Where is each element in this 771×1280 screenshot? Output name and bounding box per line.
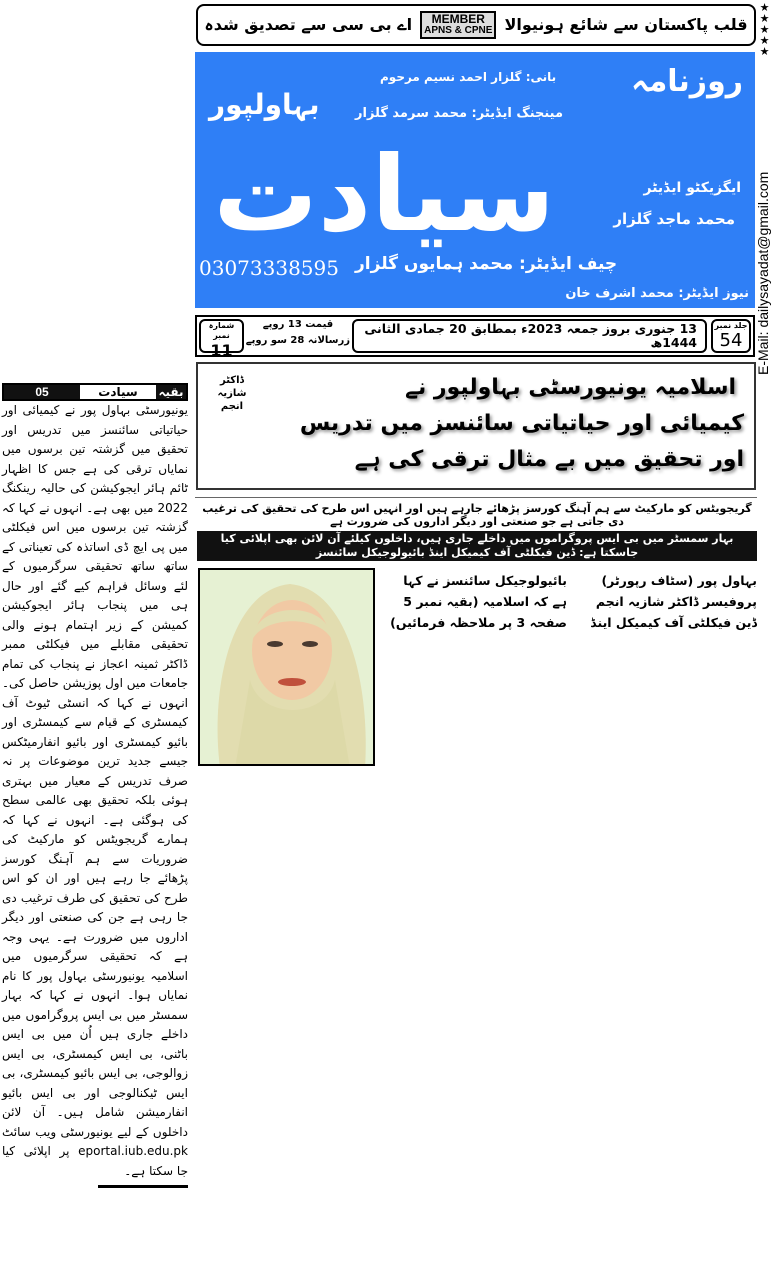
body-line: دی جا رہی ہے جن کی صنعتی اور دیگر	[2, 890, 188, 924]
body-line: کیا جا سکتا ہے۔	[2, 1144, 188, 1178]
city-label: بہاولپور	[209, 88, 320, 121]
body-line: eportal.iub.edu.pk پر اپلائی	[23, 1144, 188, 1158]
banner-left-text: اے بی سی سے تصدیق شدہ	[204, 15, 413, 35]
member-line1: MEMBER	[431, 12, 485, 26]
body-line: اداروں میں ضرورت ہے۔ یہی وجہ ہے	[2, 929, 188, 963]
body-line: بہاول پور کا نام نمایاں ہوا۔ انہوں نے کہا	[2, 968, 188, 1002]
body-line: میں داخلے جاری ہیں اُن میں بی ایس	[2, 1007, 188, 1041]
body-line: ہیں۔ آن لائن داخلوں کے لیے یونیورسٹی	[2, 1105, 188, 1139]
chief-editor: چیف ایڈیٹر: محمد ہمایوں گلزار	[355, 254, 618, 274]
body-line: ساتھ ساتھ تحقیقی سرگرمیوں کے لئے	[2, 559, 188, 593]
email-address: E-Mail: dailysayadat@gmail.com	[755, 171, 771, 375]
article-lede	[385, 570, 757, 633]
portrait-photo	[198, 568, 375, 766]
body-line: انہوں نے کہا کہ انسٹی ٹیوٹ آف کیمسٹری	[2, 695, 188, 729]
body-line: ان کو اس طرح کی تحقیق کی طرف ترغیب	[2, 871, 188, 905]
column-end-rule	[98, 1185, 188, 1188]
news-editor: نیوز ایڈیٹر: محمد اشرف خان	[565, 286, 749, 301]
lede-column-right: بہاول پور (سٹاف رپورٹر) پروفیسر ڈاکٹر شازیہ انجم ڈین فیکلٹی آف کیمیکل اینڈ	[590, 573, 757, 630]
subheadline-2: بہار سمسٹر میں بی ایس پروگراموں میں داخلے جاری ہیں، داخلوں کیلئے آن لائن بھی اپلائی کیا جاسکتا ہے: ڈین فیکلٹی آف کیمیکل اینڈ بائیولوجیکل سائنسز	[197, 531, 757, 561]
masthead-banner	[196, 4, 756, 46]
issue-box	[199, 319, 244, 360]
body-line: ویب سائٹ	[2, 1124, 57, 1139]
headline-line1: اسلامیہ یونیورسٹی بہاولپور نے	[405, 375, 736, 400]
body-line: یونیورسٹی بہاول پور نے کیمیائی اور	[2, 403, 188, 417]
continuation-body	[2, 401, 188, 1181]
daily-label: روزنامہ	[631, 64, 743, 99]
date-line	[352, 319, 707, 353]
date-text: 13 جنوری بروز جمعہ 2023ء بمطابق 20 جمادی الثانی 1444ھ	[364, 321, 697, 350]
executive-editor-name: محمد ماجد گلزار	[613, 210, 735, 228]
headline-byline: ڈاکٹر شازیہ انجم	[217, 375, 247, 412]
stars-decoration: ★★★★★	[759, 1, 770, 58]
member-badge	[420, 11, 496, 39]
continuation-paper: سیادت	[80, 385, 156, 399]
lede-column-left: بائیولوجیکل سائنسز نے کہا ہے کہ اسلامیہ (بقیہ نمبر 5 صفحہ 3 پر ملاحظہ فرمائیں)	[390, 573, 567, 630]
banner-right-text: قلب پاکستان سے شائع ہونیوالا	[504, 15, 748, 35]
volume-number: 54	[719, 330, 743, 351]
body-line: گزشتہ تین برسوں میں نمایاں ترقی کی	[2, 442, 188, 476]
body-line: ٹیکنالوجی اور بی ایس بائیو انفارمیشن شامل	[2, 1085, 188, 1119]
body-line: حیاتیاتی سائنسز میں تدریس اور تحقیق میں	[2, 422, 188, 456]
annual-price: زرسالانہ 28 سو روپے	[245, 335, 350, 346]
body-line: میں پی ایچ ڈی اساتذہ کی تعیناتی کے	[2, 539, 188, 554]
body-line: بائیو انفارمیٹکس جیسے جدید ترین	[2, 734, 188, 768]
member-line2: APNS & CPNE	[424, 25, 493, 36]
body-line: ہم آہنگ کورسز پڑھائے جا رہے ہیں اور	[2, 851, 189, 885]
volume-label: جلد نمبر	[714, 321, 748, 330]
continuation-number: 05	[4, 385, 80, 399]
continuation-label: بقیہ	[156, 385, 186, 399]
body-line: کی ہوگئی ہے۔ انہوں نے کہا کہ ہمارے	[2, 812, 188, 846]
main-headline	[196, 362, 756, 490]
body-line: رینکنگ 2022 میں بھی ہے۔ انہوں	[2, 481, 188, 515]
masthead	[195, 52, 755, 308]
divider	[195, 497, 757, 498]
body-line: ہونے والی تحقیقی مقابلے میں فیکلٹی ممبر	[2, 617, 188, 651]
body-line: نے کہا کہ گزشتہ تین برسوں میں اس فیکلٹی	[2, 500, 188, 534]
body-line: جامعات میں اول پوزیشن حاصل کی۔	[2, 676, 188, 690]
issue-label: شمارہ نمبر	[208, 321, 235, 340]
subheadline-1: گریجویٹس کو مارکیٹ سے ہم آہنگ کورسز پڑھائے جارہے ہیں اور انہیں اس طرح کی تحقیق کی ترغیب دی جاتی ہے جو صنعتی اور دیگر اداروں کی ضرورت ہے	[202, 502, 752, 528]
price: قیمت 13 روپے	[262, 319, 334, 330]
body-line: گریجویٹس کو مارکیٹ کی ضروریات سے	[2, 832, 188, 866]
body-line: پنجاب ہائر ایجوکیشن کمیشن کے زیر اہتمام	[2, 598, 188, 632]
body-line: زوالوجی، بی ایس بائیو کیمسٹری، بی ایس	[2, 1066, 188, 1100]
phone-number: 03073338595	[199, 256, 339, 280]
body-line: ڈاکٹر ثمینہ اعجاز نے پنجاب کی تمام	[2, 656, 188, 671]
body-line: ہے جس کا اظہار ٹائم ہائر ایجوکیشن کی حالیہ	[2, 461, 188, 495]
body-line: وسائل فراہم کیے گئے اور حال ہی میں	[2, 578, 188, 612]
body-line: کے قیام سے کیمسٹری اور بائیو کیمسٹری اور	[2, 715, 188, 749]
continuation-column	[2, 383, 188, 1188]
issue-number: 11	[210, 341, 233, 360]
managing-editor: مینجنگ ایڈیٹر: محمد سرمد گلزار	[355, 106, 564, 121]
issue-info-strip	[195, 315, 755, 360]
body-line: موضوعات پر نہ صرف تدریس کے معیار	[2, 754, 188, 788]
headline-line2: کیمیائی اور حیاتیاتی سائنسز میں تدریس اور تحقیق میں بے مثال ترقی کی ہے	[299, 411, 744, 472]
volume-box	[711, 319, 751, 353]
price-box	[246, 317, 350, 355]
body-line: میں بہتری ہوئی بلکہ تحقیق بھی عالمی سطح	[2, 773, 188, 807]
founder: بانی: گلزار احمد نسیم مرحوم	[380, 70, 557, 84]
body-line: کہ بہار سمسٹر میں بی ایس پروگراموں	[2, 988, 188, 1022]
executive-editor-title: ایگزیکٹو ایڈیٹر	[643, 180, 741, 196]
body-line: کہ تحقیقی سرگرمیوں میں اسلامیہ یونیورسٹی	[2, 949, 188, 983]
continuation-header	[2, 383, 188, 401]
newspaper-name: سیادت	[213, 133, 555, 255]
body-line: باٹنی، بی ایس کیمسٹری، بی ایس	[2, 1046, 188, 1061]
